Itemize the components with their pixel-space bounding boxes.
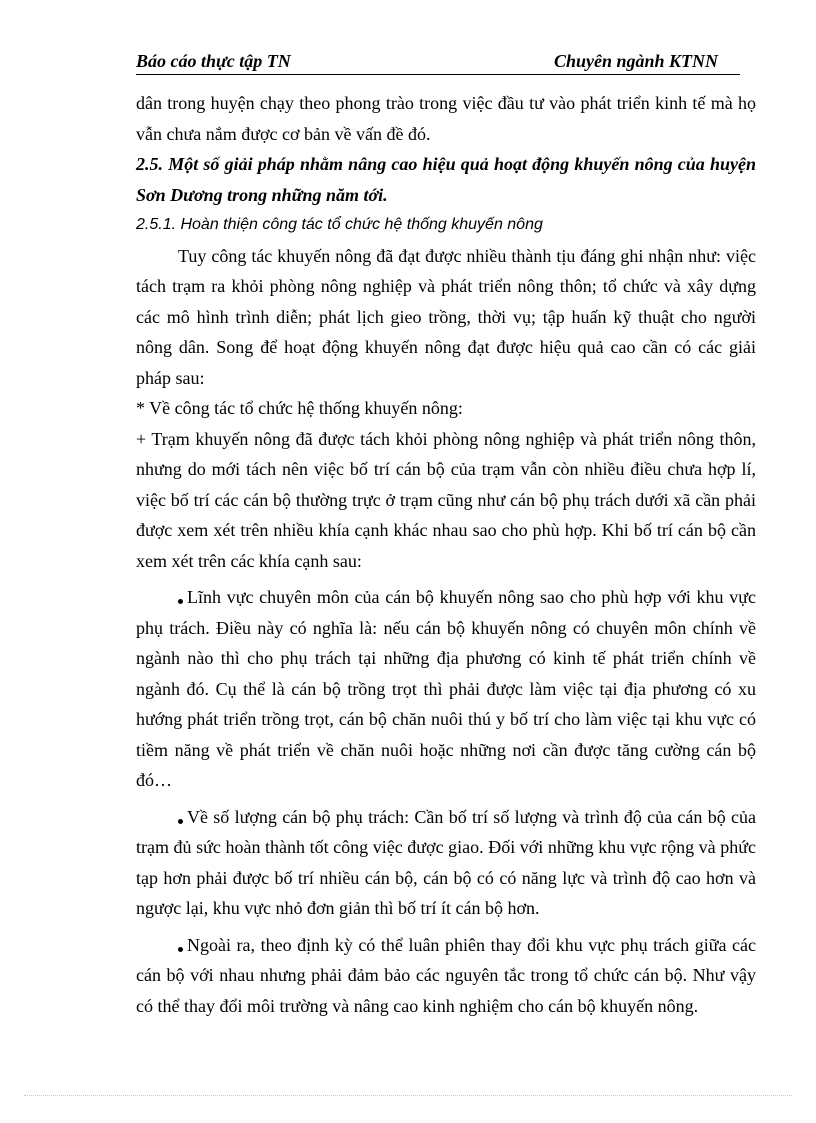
bullet-dot-icon — [178, 819, 183, 824]
bullet-item — [136, 930, 756, 1022]
bullet-text: Về số lượng cán bộ phụ trách: Cần bố trí số lượng và trình độ của cán bộ của trạm đủ sức hoàn thành tốt công việc được giao. Đối với những khu vực rộng và phức tạp hơn phải được bố trí nhiều cán bộ, cán bộ có có năng lực và trình độ cao hơn và ngược lại, khu vực nhỏ đơn giản thì bố trí ít cán bộ hơn. — [136, 806, 756, 918]
bullet-item — [136, 802, 756, 924]
document-body — [136, 88, 756, 1021]
paragraph-achievements: Tuy công tác khuyến nông đã đạt được nhiều thành tịu đáng ghi nhận như: việc tách trạm ra khỏi phòng nông nghiệp và phát triển nông thôn; tổ chức và xây dựng các mô hình trình diễn; phát lịch gieo trồng, thời vụ; tập huấn kỹ thuật cho người nông dân. Song để hoạt động khuyến nông đạt được hiệu quả cao cần có các giải pháp sau: — [136, 245, 756, 388]
header-major: Chuyên ngành KTNN — [554, 51, 719, 71]
bullet-text: Ngoài ra, theo định kỳ có thể luân phiên thay đổi khu vực phụ trách giữa các cán bộ với nhau nhưng phải đảm bảo các nguyên tắc trong tổ chức cán bộ. Như vậy có thể thay đổi môi trường và nâng cao kinh nghiệm cho cán bộ khuyến nông. — [136, 934, 756, 1016]
paragraph-organization-title: * Về công tác tổ chức hệ thống khuyến nông: — [136, 398, 463, 418]
paragraph-intro: dân trong huyện chạy theo phong trào trong việc đầu tư vào phát triển kinh tế mà họ vẫn chưa nắm được cơ bản về vấn đề đó. — [136, 93, 756, 144]
page-header — [136, 50, 740, 75]
bullet-item — [136, 582, 756, 796]
paragraph-station: + Trạm khuyến nông đã được tách khỏi phòng nông nghiệp và phát triển nông thôn, nhưng do mới tách nên việc bố trí cán bộ của trạm vẫn còn nhiều điều chưa hợp lí, việc bố trí các cán bộ thường trực ở trạm cũng như cán bộ phụ trách dưới xã cần phải được xem xét trên nhiều khía cạnh khác nhau sao cho phù hợp. Khi bố trí cán bộ cần xem xét trên các khía cạnh sau: — [136, 428, 756, 571]
bullet-dot-icon — [178, 947, 183, 952]
bullet-dot-icon — [178, 599, 183, 604]
subsection-heading-2-5-1: 2.5.1. Hoàn thiện công tác tổ chức hệ thống khuyến nông — [136, 216, 543, 233]
bullet-text: Lĩnh vực chuyên môn của cán bộ khuyến nông sao cho phù hợp với khu vực phụ trách. Điều này có nghĩa là: nếu cán bộ khuyến nông có chuyên môn chính về ngành nào thì cho phụ trách tại những địa phương có kinh tế phát triển chính về ngành đó. Cụ thể là cán bộ trồng trọt thì phải được làm việc tại địa phương có xu hướng phát triển trồng trọt, cán bộ chăn nuôi thú y bố trí cho làm việc tại khu vực có tiềm năng về phát triển về chăn nuôi hoặc những nơi cần được tăng cường cán bộ đó… — [136, 587, 756, 790]
section-heading-2-5: 2.5. Một số giải pháp nhằm nâng cao hiệu quả hoạt động khuyến nông của huyện Sơn Dương trong những năm tới. — [136, 154, 756, 205]
page-bottom-divider — [24, 1095, 792, 1096]
header-report-title: Báo cáo thực tập TN — [136, 51, 291, 71]
